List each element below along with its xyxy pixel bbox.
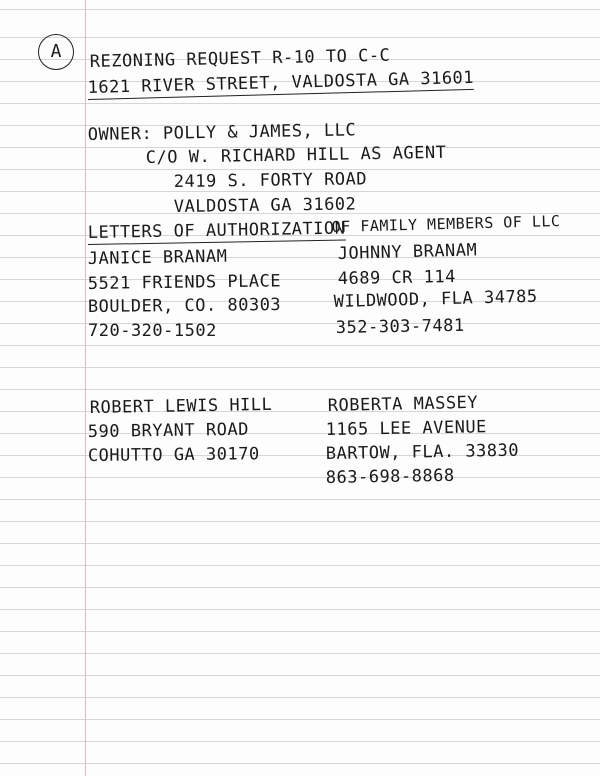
contact-phone: 863-698-8868	[325, 465, 455, 488]
owner-line: OWNER: POLLY & JAMES, LLC	[87, 120, 357, 145]
contact-city: BARTOW, FLA. 33830	[325, 440, 520, 464]
contact-city: WILDWOOD, FLA 34785	[333, 286, 538, 312]
exhibit-label: A	[38, 34, 74, 70]
property-address: 1621 RIVER STREET, VALDOSTA GA 31601	[87, 67, 475, 99]
contact-phone: 720-320-1502	[88, 321, 217, 341]
contact-name: JANICE BRANAM	[87, 246, 228, 269]
contact-street: 590 BRYANT ROAD	[87, 419, 250, 442]
contact-street: 4689 CR 114	[337, 266, 457, 289]
contact-street: 5521 FRIENDS PLACE	[87, 271, 282, 294]
margin-line	[85, 0, 86, 776]
owner-city: VALDOSTA GA 31602	[173, 194, 357, 217]
contact-name: ROBERTA MASSEY	[327, 392, 479, 416]
request-title: REZONING REQUEST R-10 TO C-C	[89, 45, 391, 72]
contact-street: 1165 LEE AVENUE	[325, 417, 488, 440]
contact-city: BOULDER, CO. 80303	[87, 294, 282, 317]
contact-name: JOHNNY BRANAM	[337, 240, 478, 264]
agent-line: C/O W. RICHARD HILL AS AGENT	[145, 142, 447, 168]
owner-street: 2419 S. FORTY ROAD	[173, 169, 368, 192]
contact-name: ROBERT LEWIS HILL	[89, 394, 273, 418]
letters-heading-suffix: OF FAMILY MEMBERS OF LLC	[331, 212, 561, 236]
contact-city: COHUTTO GA 30170	[87, 444, 260, 466]
letters-heading: LETTERS OF AUTHORIZATION	[87, 218, 346, 244]
contact-phone: 352-303-7481	[335, 315, 465, 338]
